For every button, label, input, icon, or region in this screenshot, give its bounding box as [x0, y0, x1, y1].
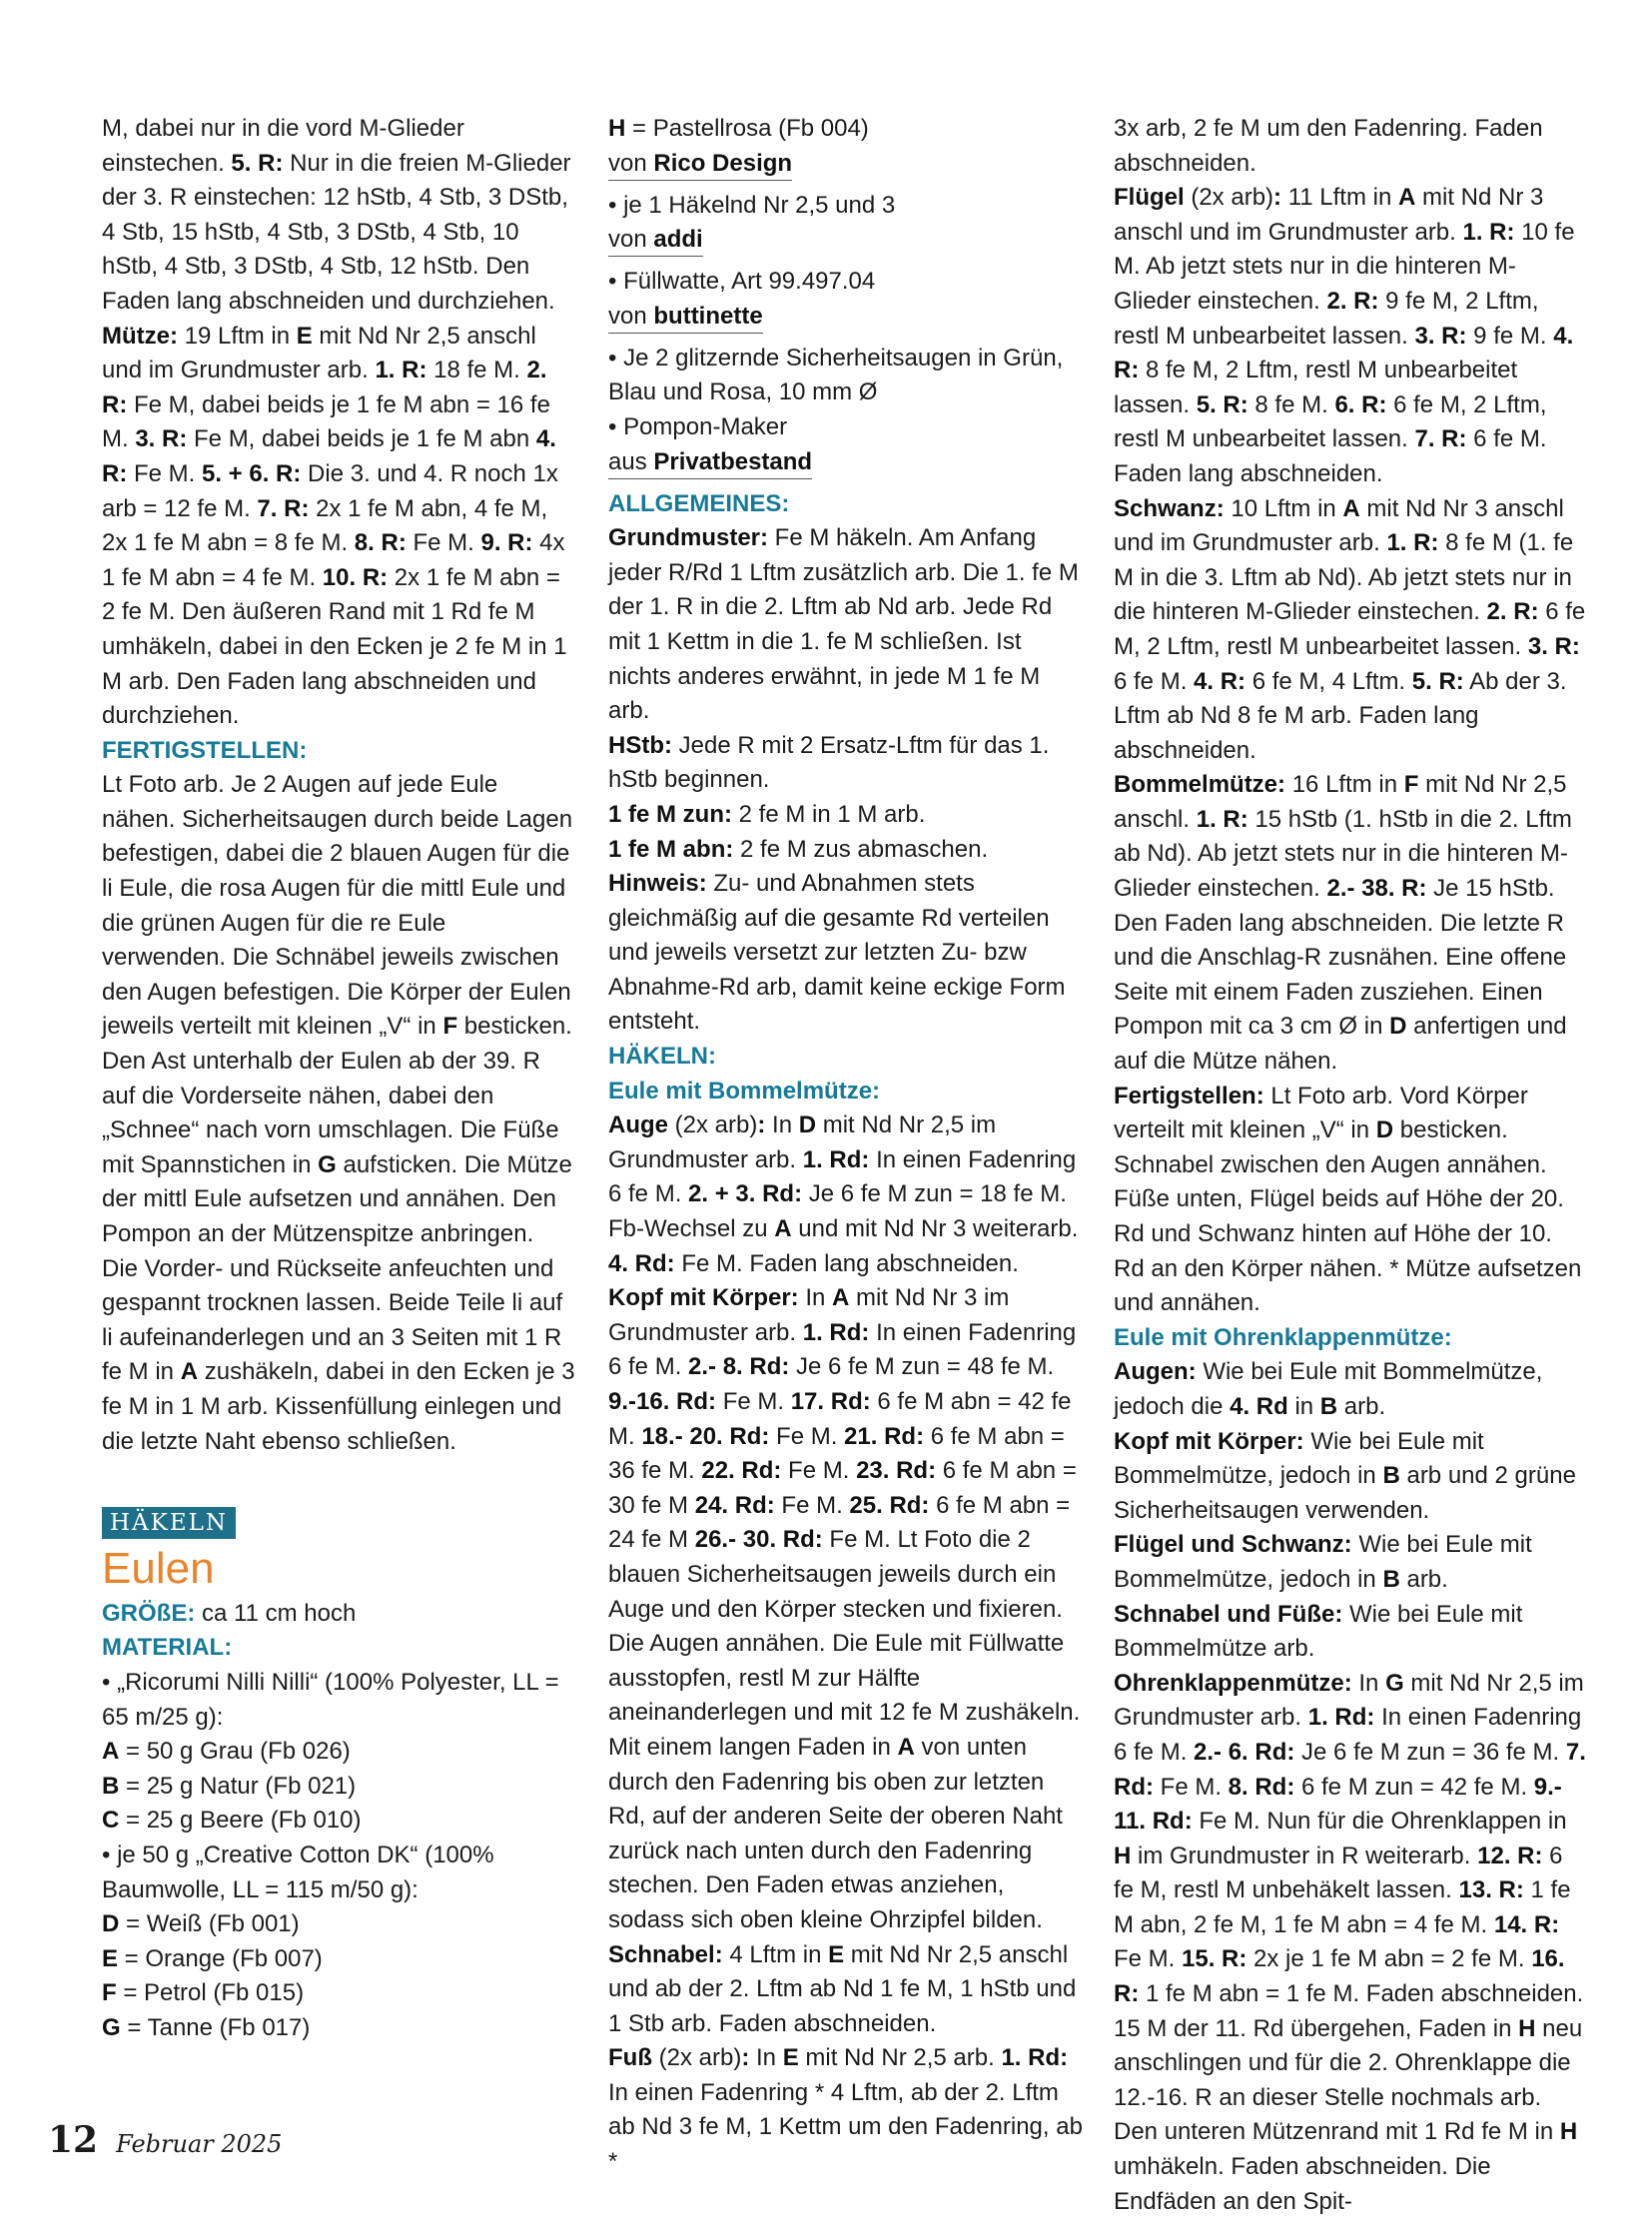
page-number: 12: [48, 2119, 99, 2161]
material-item: B = 25 g Natur (Fb 021): [102, 1772, 357, 1800]
section-heading: HÄKELN:: [608, 1043, 716, 1071]
paragraph: Kopf mit Körper: Wie bei Eule mit Bommelmütze, jedoch in B arb und 2 grüne Sicherheitsaugen verwenden.: [1114, 1427, 1576, 1524]
material-item: A = 50 g Grau (Fb 026): [102, 1738, 351, 1766]
material-item: • je 1 Häkelnd Nr 2,5 und 3: [608, 191, 896, 219]
article-title: Eulen: [102, 1543, 215, 1593]
paragraph: HStb: Jede R mit 2 Ersatz-Lftm für das 1. hStb beginnen.: [608, 731, 1050, 794]
paragraph: Ohrenklappenmütze: In G mit Nd Nr 2,5 im Grundmuster arb. 1. Rd: In einen Fadenring 6 fe M. 2.- 6. Rd: Je 6 fe M zun = 36 fe M. 7. Rd: Fe M. 8. Rd: 6 fe M zun = 42 fe M. 9.- 11. Rd: Fe M. Nun für die Ohrenklappen in H im Grundmuster in R weiterarb. 12. R: 6 fe M, restl M unbehäkelt lassen. 13. R: 1 fe M abn, 2 fe M, 1 fe M abn = 4 fe M. 14. R: Fe M. 15. R: 2x je 1 fe M abn = 2 fe M. 16. R: 1 fe M abn = 1 fe M. Faden abschneiden. 15 M der 11. Rd übergehen, Faden in H neu anschlingen und für die 2. Ohrenklappe die 12.-16. R an dieser Stelle nochmals arb. Den unteren Mützenrand mit 1 Rd fe M in H umhäkeln. Faden abschneiden. Die Endfäden an den Spit-: [1114, 1669, 1586, 2215]
size-value: ca 11 cm hoch: [202, 1599, 357, 1627]
paragraph: 1 fe M abn: 2 fe M zus abmaschen.: [608, 835, 989, 863]
supplier-line: von buttinette: [608, 302, 763, 334]
paragraph: Schnabel und Füße: Wie bei Eule mit Bommelmütze arb.: [1114, 1600, 1523, 1663]
column-1: [102, 112, 575, 2045]
paragraph: Augen: Wie bei Eule mit Bommelmütze, jedoch die 4. Rd in B arb.: [1114, 1358, 1543, 1420]
size-line: [102, 1597, 575, 1632]
section-heading: MATERIAL:: [102, 1634, 233, 1662]
material-item: G = Tanne (Fb 017): [102, 2013, 311, 2041]
material-item: • je 50 g „Creative Cotton DK“ (100% Baumwolle, LL = 115 m/50 g):: [102, 1841, 494, 1903]
material-item: • Füllwatte, Art 99.497.04: [608, 268, 876, 296]
paragraph: Lt Foto arb. Je 2 Augen auf jede Eule nähen. Sicherheitsaugen durch beide Lagen befestigen, dabei die 2 blauen Augen für die li Eule, die rosa Augen für die mittl Eule und die grünen Augen für die re Eule verwenden. Die Schnäbel jeweils zwischen den Augen befestigen. Die Körper der Eulen jeweils verteilt mit kleinen „V“ in F besticken. Den Ast unterhalb der Eulen ab der 39. R auf die Vorderseite nähen, dabei den „Schnee“ nach vorn umschlagen. Die Füße mit Spannstichen in G aufsticken. Die Mütze der mittl Eule aufsetzen und annähen. Den Pompon an der Mützenspitze anbringen.: [102, 771, 573, 1247]
paragraph: Flügel (2x arb): 11 Lftm in A mit Nd Nr 3 anschl und im Grundmuster arb. 1. R: 10 fe M. Ab jetzt stets nur in die hinteren M-Glieder einstechen. 2. R: 9 fe M, 2 Lftm, restl M unbearbeitet lassen. 3. R: 9 fe M. 4. R: 8 fe M, 2 Lftm, restl M unbearbeitet lassen. 5. R: 8 fe M. 6. R: 6 fe M, 2 Lftm, restl M unbearbeitet lassen. 7. R: 6 fe M. Faden lang abschneiden.: [1114, 184, 1575, 487]
paragraph: 3x arb, 2 fe M um den Fadenring. Faden abschneiden.: [1114, 115, 1543, 177]
supplier-line: von addi: [608, 225, 703, 257]
subsection-heading: Eule mit Bommelmütze:: [608, 1077, 881, 1105]
paragraph: Flügel und Schwanz: Wie bei Eule mit Bommelmütze, jedoch in B arb.: [1114, 1531, 1532, 1593]
section-heading: FERTIGSTELLEN:: [102, 736, 308, 764]
material-item: H = Pastellrosa (Fb 004): [608, 115, 869, 142]
column-2: [608, 112, 1084, 2180]
paragraph: Fertigstellen: Lt Foto arb. Vord Körper verteilt mit kleinen „V“ in D besticken. Schnabel zwischen den Augen annähen. Füße unten, Flügel beids auf Höhe der 20. Rd und Schwanz hinten auf Höhe der 10. Rd an den Körper nähen. * Mütze aufsetzen und annähen.: [1114, 1082, 1582, 1317]
paragraph: Schwanz: 10 Lftm in A mit Nd Nr 3 anschl und im Grundmuster arb. 1. R: 8 fe M (1. fe M in die 3. Lftm ab Nd). Ab jetzt stets nur in die hinteren M-Glieder einstechen. 2. R: 6 fe M, 2 Lftm, restl M unbearbeitet lassen. 3. R: 6 fe M. 4. R: 6 fe M, 4 Lftm. 5. R: Ab der 3. Lftm ab Nd 8 fe M arb. Faden lang abschneiden.: [1114, 494, 1586, 764]
paragraph: Schnabel: 4 Lftm in E mit Nd Nr 2,5 anschl und ab der 2. Lftm ab Nd 1 fe M, 1 hStb und 1 Stb arb. Faden abschneiden.: [608, 1940, 1077, 2037]
paragraph: Auge (2x arb): In D mit Nd Nr 2,5 im Grundmuster arb. 1. Rd: In einen Fadenring 6 fe M. 2. + 3. Rd: Je 6 fe M zun = 18 fe M. Fb-Wechsel zu A und mit Nd Nr 3 weiterarb. 4. Rd: Fe M. Faden lang abschneiden.: [608, 1111, 1079, 1277]
supplier-line: von Rico Design: [608, 149, 792, 181]
material-item: F = Petrol (Fb 015): [102, 1979, 305, 2007]
paragraph: Hinweis: Zu- und Abnahmen stets gleichmäßig auf die gesamte Rd verteilen und jeweils versetzt zur letzten Zu- bzw Abnahme-Rd arb, damit keine eckige Form entsteht.: [608, 870, 1066, 1036]
material-item: E = Orange (Fb 007): [102, 1944, 323, 1972]
size-label: GRÖßE:: [102, 1599, 196, 1627]
material-item: • „Ricorumi Nilli Nilli“ (100% Polyester, LL = 65 m/25 g):: [102, 1668, 559, 1731]
paragraph: Grundmuster: Fe M häkeln. Am Anfang jeder R/Rd 1 Lftm zusätzlich arb. Die 1. fe M der 1. R in die 2. Lftm ab Nd arb. Jede Rd mit 1 Kettm in die 1. fe M schließen. Ist nichts anderes erwähnt, in jede M 1 fe M arb.: [608, 524, 1079, 725]
material-item: • Pompon-Maker: [608, 412, 788, 440]
paragraph: 1 fe M zun: 2 fe M in 1 M arb.: [608, 800, 926, 828]
paragraph: Mütze: 19 Lftm in E mit Nd Nr 2,5 anschl und im Grundmuster arb. 1. R: 18 fe M. 2. R: Fe M, dabei beids je 1 fe M abn = 16 fe M. 3. R: Fe M, dabei beids je 1 fe M abn 4. R: Fe M. 5. + 6. R: Die 3. und 4. R noch 1x arb = 12 fe M. 7. R: 2x 1 fe M abn, 4 fe M, 2x 1 fe M abn = 8 fe M. 8. R: Fe M. 9. R: 4x 1 fe M abn = 4 fe M. 10. R: 2x 1 fe M abn = 2 fe M. Den äußeren Rand mit 1 Rd fe M umhäkeln, dabei in den Ecken je 2 fe M in 1 M arb. Den Faden lang abschneiden und durchziehen.: [102, 322, 567, 730]
supplier-line: aus Privatbestand: [608, 447, 812, 479]
paragraph: Bommelmütze: 16 Lftm in F mit Nd Nr 2,5 anschl. 1. R: 15 hStb (1. hStb in die 2. Lftm ab Nd). Ab jetzt stets nur in die hinteren M-Glieder einstechen. 2.- 38. R: Je 15 hStb. Den Faden lang abschneiden. Die letzte R und die Anschlag-R zusnähen. Eine offene Seite mit einem Faden zusziehen. Einen Pompon mit ca 3 cm Ø in D anfertigen und auf die Mütze nähen.: [1114, 771, 1572, 1076]
material-item: C = 25 g Beere (Fb 010): [102, 1807, 362, 1835]
paragraph: Kopf mit Körper: In A mit Nd Nr 3 im Grundmuster arb. 1. Rd: In einen Fadenring 6 fe M. 2.- 8. Rd: Je 6 fe M zun = 48 fe M. 9.-16. Rd: Fe M. 17. Rd: 6 fe M abn = 42 fe M. 18.- 20. Rd: Fe M. 21. Rd: 6 fe M abn = 36 fe M. 22. Rd: Fe M. 23. Rd: 6 fe M abn = 30 fe M 24. Rd: Fe M. 25. Rd: 6 fe M abn = 24 fe M 26.- 30. Rd: Fe M. Lt Foto die 2 blauen Sicherheitsaugen jeweils durch ein Auge und den Körper stecken und fixieren. Die Augen annähen. Die Eule mit Füllwatte ausstopfen, restl M zur Hälfte aneinanderlegen und mit 12 fe M zushäkeln. Mit einem langen Faden in A von unten durch den Fadenring bis oben zur letzten Rd, auf der anderen Seite der oberen Naht zurück nach unten durch den Fadenring stechen. Den Faden etwas anziehen, sodass sich oben kleine Ohrzipfel bilden.: [608, 1284, 1081, 1933]
material-item: • Je 2 glitzernde Sicherheitsaugen in Grün, Blau und Rosa, 10 mm Ø: [608, 344, 1064, 406]
section-heading: ALLGEMEINES:: [608, 489, 790, 517]
category-tag: HÄKELN: [102, 1507, 236, 1539]
page-footer: [48, 2119, 282, 2161]
issue-date: Februar 2025: [116, 2130, 283, 2158]
paragraph: Fuß (2x arb): In E mit Nd Nr 2,5 arb. 1. Rd: In einen Fadenring * 4 Lftm, ab der 2. Lftm ab Nd 3 fe M, 1 Kettm um den Fadenring, ab *: [608, 2044, 1083, 2176]
paragraph: M, dabei nur in die vord M-Glieder einstechen. 5. R: Nur in die freien M-Glieder der 3. R einstechen: 12 hStb, 4 Stb, 3 DStb, 4 Stb, 15 hStb, 4 Stb, 3 DStb, 4 Stb, 10 hStb, 4 Stb, 3 DStb, 4 Stb, 12 hStb. Den Faden lang abschneiden und durchziehen.: [102, 115, 571, 315]
subsection-heading: Eule mit Ohrenklappenmütze:: [1114, 1323, 1452, 1351]
paragraph: Die Vorder- und Rückseite anfeuchten und gespannt trocknen lassen. Beide Teile li auf li aufeinanderlegen und an 3 Seiten mit 1 R fe M in A zushäkeln, dabei in den Ecken je 3 fe M in 1 M arb. Kissenfüllung einlegen und die letzte Naht ebenso schließen.: [102, 1254, 575, 1455]
column-3: [1114, 112, 1589, 2219]
material-item: D = Weiß (Fb 001): [102, 1910, 300, 1938]
